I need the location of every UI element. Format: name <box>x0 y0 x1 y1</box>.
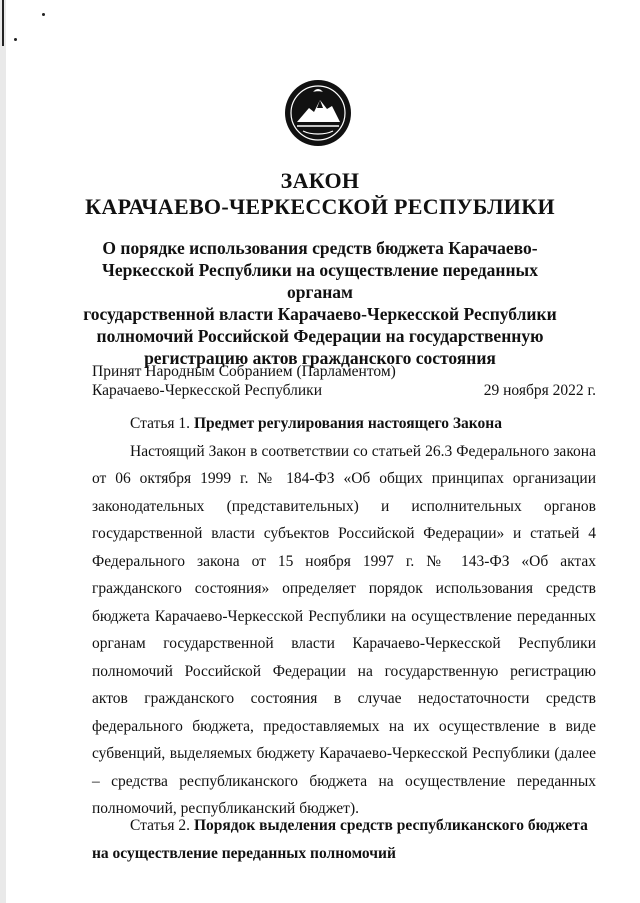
adopted-by-republic: Карачаево-Черкесской Республики <box>92 382 322 399</box>
article-heading <box>92 812 596 867</box>
document-type-title: ЗАКОН <box>280 168 360 193</box>
subject-line: государственной власти Карачаево-Черкесской Республики <box>83 304 557 324</box>
republic-emblem-icon <box>283 78 353 148</box>
article-2 <box>92 812 596 867</box>
law-subject <box>80 237 560 369</box>
article-number: Статья 1. <box>130 415 191 432</box>
article-1 <box>92 410 596 823</box>
article-title: Предмет регулирования настоящего Закона <box>193 415 502 432</box>
adoption-block <box>92 362 596 400</box>
scan-dot <box>42 13 45 16</box>
subject-line: регистрацию актов гражданского состояния <box>144 348 496 368</box>
scan-mark <box>2 0 4 46</box>
article-number: Статья 2. <box>130 817 191 834</box>
republic-title: КАРАЧАЕВО-ЧЕРКЕССКОЙ РЕСПУБЛИКИ <box>85 194 555 219</box>
scan-edge <box>0 0 6 903</box>
adopted-by: Принят Народным Собранием (Парламентом) <box>92 363 396 380</box>
subject-line: полномочий Российской Федерации на государственную <box>96 326 544 346</box>
article-title: Порядок выделения средств республиканского бюджета на осуществление переданных полномочий <box>92 817 588 862</box>
article-body: Настоящий Закон в соответствии со статьей 26.3 Федерального закона от 06 октября 1999 г. № 184-ФЗ «Об общих принципах организации законодательных (представительных) и исполнительных органов государственной власти субъектов Российской Федерации» и статьей 4 Федерального закона от 15 ноября 1997 г. № 143-ФЗ «Об актах гражданского состояния» определяет порядок использования средств бюджета Карачаево-Черкесской Республики на осуществление переданных органам государственной власти Карачаево-Черкесской Республики полномочий Российской Федерации на государственную регистрацию актов гражданского состояния в случае недостаточности средств федерального бюджета, предоставляемых на их осуществление в виде субвенций, выделяемых бюджету Карачаево-Черкесской Республики (далее – средства республиканского бюджета на осуществление переданных полномочий, республиканский бюджет). <box>92 442 596 817</box>
subject-line: О порядке использования средств бюджета Карачаево- <box>102 238 538 258</box>
subject-line: Черкесской Республики на осуществление переданных органам <box>102 260 538 302</box>
adoption-date: 29 ноября 2022 г. <box>483 382 596 399</box>
article-heading <box>92 410 596 438</box>
scan-dot <box>14 38 17 41</box>
